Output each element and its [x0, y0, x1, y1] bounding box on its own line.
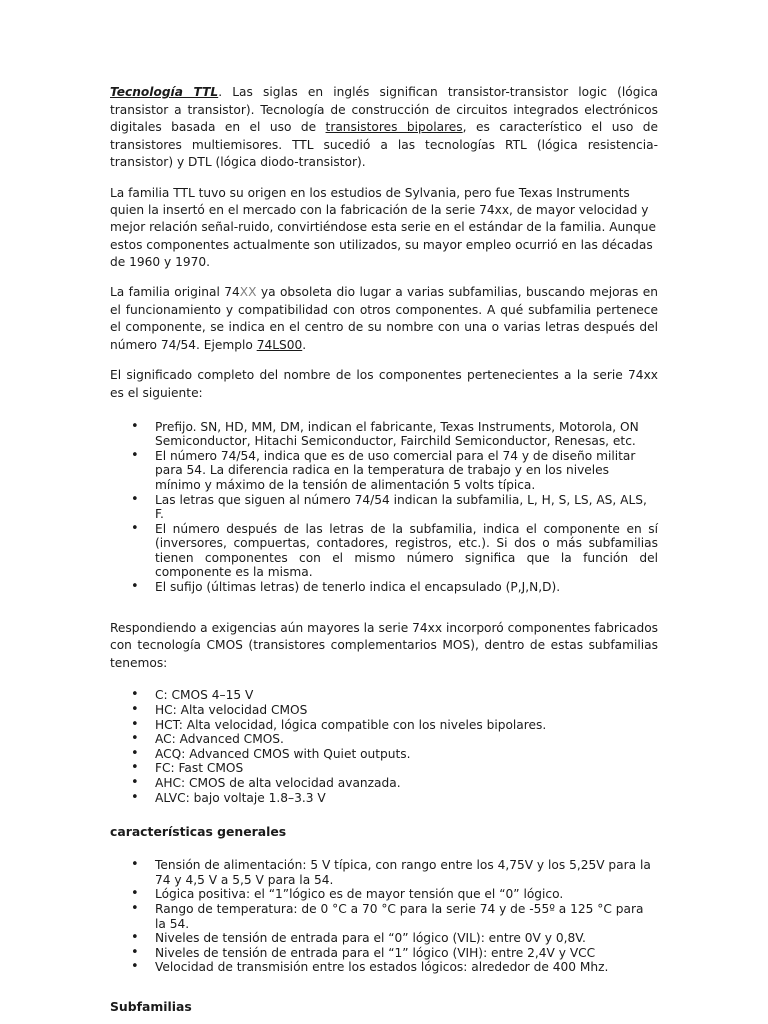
list-item: • HC: Alta velocidad CMOS: [155, 703, 658, 718]
list-item: • Velocidad de transmisión entre los estados lógicos: alrededor de 400 Mhz.: [155, 960, 658, 975]
list-item: • El número después de las letras de la subfamilia, indica el componente en sí (inversores, compuertas, contadores, registros, etc.). Si dos o más subfamilias tienen componentes con el mismo número significa que la función del componente es la misma.: [155, 522, 658, 580]
intro-text-end: , es característico el uso de transistores multiemisores. TTL sucedió a las tecnologías RTL (lógica resistencia-transistor) y DTL (lógica diodo-transistor).: [110, 120, 658, 170]
list-item: • AHC: CMOS de alta velocidad avanzada.: [155, 776, 658, 791]
list-item: • ALVC: bajo voltaje 1.8–3.3 V: [155, 791, 658, 806]
list-item: • Niveles de tensión de entrada para el “1” lógico (VIH): entre 2,4V y VCC: [155, 946, 658, 961]
cmos-list: [110, 688, 658, 805]
list-item: • El número 74/54, indica que es de uso comercial para el 74 y de diseño militar para 54. La diferencia radica en la temperatura de trabajo y en los niveles mínimo y máximo de la tensión de alimentación 5 volts típica.: [155, 449, 658, 493]
document-page: [110, 84, 658, 1015]
list-item: • Tensión de alimentación: 5 V típica, con rango entre los 4,75V y los 5,25V para la 74 y 4,5 V a 5,5 V para la 54.: [155, 858, 658, 887]
original-text-start: La familia original 74: [110, 284, 240, 299]
cmos-paragraph: Respondiendo a exigencias aún mayores la serie 74xx incorporó componentes fabricados con tecnología CMOS (transistores complementarios MOS), dentro de estas subfamilias tenemos:: [110, 620, 658, 670]
list-item: • ACQ: Advanced CMOS with Quiet outputs.: [155, 747, 658, 762]
list-item: • Lógica positiva: el “1”lógico es de mayor tensión que el “0” lógico.: [155, 887, 658, 902]
family-paragraph: La familia TTL tuvo su origen en los estudios de Sylvania, pero fue Texas Instruments quien la insertó en el mercado con la fabricación de la serie 74xx, de mayor velocidad y mejor relación señal-ruido, convirtiéndose esta serie en el estándar de la familia. Aunque estos componentes actualmente son utilizados, su mayor empleo ocurrió en las décadas de 1960 y 1970.: [110, 185, 656, 269]
list-item: • El sufijo (últimas letras) de tenerlo indica el encapsulado (P,J,N,D).: [155, 580, 658, 595]
74ls00-link[interactable]: 74LS00: [256, 337, 303, 352]
list-item: • Prefijo. SN, HD, MM, DM, indican el fabricante, Texas Instruments, Motorola, ON Semiconductor, Hitachi Semiconductor, Fairchild Semiconductor, Renesas, etc.: [155, 420, 658, 449]
list-item: • C: CMOS 4–15 V: [155, 688, 658, 703]
general-characteristics-heading: características generales: [110, 824, 287, 840]
bipolar-transistors-link[interactable]: transistores bipolares: [325, 120, 463, 135]
list-item: • Rango de temperatura: de 0 °C a 70 °C para la serie 74 y de -55º a 125 °C para la 54.: [155, 902, 658, 931]
list-item: • Niveles de tensión de entrada para el “0” lógico (VIL): entre 0V y 0,8V.: [155, 931, 658, 946]
list-item: • Las letras que siguen al número 74/54 indican la subfamilia, L, H, S, LS, AS, ALS, F.: [155, 493, 658, 522]
list-item: • FC: Fast CMOS: [155, 761, 658, 776]
list-item: • HCT: Alta velocidad, lógica compatible con los niveles bipolares.: [155, 718, 658, 733]
intro-paragraph: [110, 84, 658, 172]
xx-suffix: XX: [239, 284, 257, 299]
intro-text: . Las siglas en inglés significan transistor-transistor logic (lógica transistor a transistor). Tecnología de construcción de circuitos integrados electrónicos digitales basada en el uso de: [110, 85, 659, 135]
original-family-paragraph: [110, 284, 658, 354]
meaning-list: [110, 420, 658, 595]
general-list: [110, 858, 658, 975]
list-item: • AC: Advanced CMOS.: [155, 732, 658, 747]
original-text-middle: ya obsoleta dio lugar a varias subfamilias, buscando mejoras en el funcionamiento y compatibilidad con otros componentes. A qué subfamilia pertenece el componente, se indica en el centro de su nombre con una o varias letras después del número 74/54. Ejemplo: [110, 284, 658, 352]
meaning-paragraph: El significado completo del nombre de los componentes pertenecientes a la serie 74xx es el siguiente:: [110, 368, 658, 400]
ttl-term: Tecnología TTL: [110, 85, 219, 99]
subfamilies-heading: Subfamilias: [110, 998, 192, 1014]
original-text-end: .: [302, 337, 307, 352]
